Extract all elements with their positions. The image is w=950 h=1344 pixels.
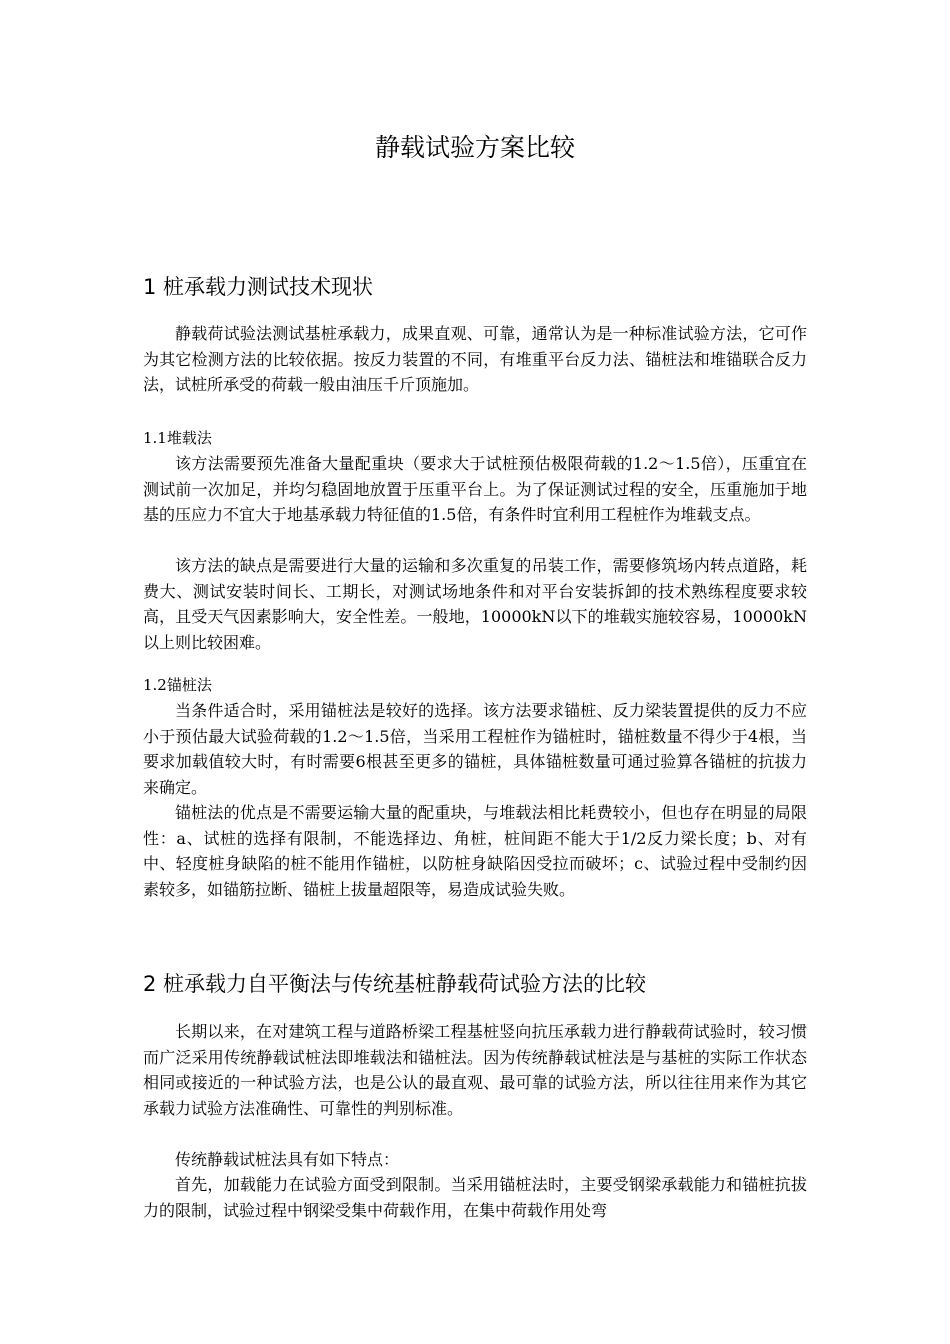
- subsection-1-1-heading: 1.1堆载法: [143, 429, 212, 447]
- subsection-1-1-paragraph-1: 该方法需要预先准备大量配重块（要求大于试桩预估极限荷载的1.2～1.5倍），压重宜在测试前一次加足，并均匀稳固地放置于压重平台上。为了保证测试过程的安全，压重施加于地基的压应力不宜大于地基承载力特征值的1.5倍，有条件时宜利用工程桩作为堆载支点。: [143, 454, 807, 525]
- section-1-heading: 1 桩承载力测试技术现状: [143, 275, 374, 299]
- section-2-paragraph-3: 首先，加载能力在试验方面受到限制。当采用锚桩法时，主要受钢梁承载能力和锚桩抗拔力的限制，试验过程中钢梁受集中荷载作用，在集中荷载作用处弯: [143, 1175, 807, 1220]
- section-2-paragraph-2: 传统静载试桩法具有如下特点：: [175, 1150, 400, 1169]
- section-1-paragraph-1: 静载荷试验法测试基桩承载力，成果直观、可靠，通常认为是一种标准试验方法，它可作为其它检测方法的比较依据。按反力装置的不同，有堆重平台反力法、锚桩法和堆锚联合反力法，试桩所承受的荷载一般由油压千斤顶施加。: [143, 324, 807, 395]
- subsection-1-2-paragraph-1: 当条件适合时，采用锚桩法是较好的选择。该方法要求锚桩、反力梁装置提供的反力不应小于预估最大试验荷载的1.2～1.5倍，当采用工程桩作为锚桩时，锚桩数量不得少于4根，当要求加载值较大时，有时需要6根甚至更多的锚桩，具体锚桩数量可通过验算各锚桩的抗拔力来确定。: [143, 701, 807, 797]
- subsection-1-1-paragraph-2: 该方法的缺点是需要进行大量的运输和多次重复的吊装工作，需要修筑场内转点道路，耗费大、测试安装时间长、工期长，对测试场地条件和对平台安装拆卸的技术熟练程度要求较高，且受天气因素影响大，安全性差。一般地，10000kN以下的堆载实施较容易，10000kN以上则比较困难。: [143, 556, 807, 652]
- section-2-heading: 2 桩承载力自平衡法与传统基桩静载荷试验方法的比较: [143, 972, 647, 996]
- subsection-1-2-paragraph-2: 锚桩法的优点是不需要运输大量的配重块，与堆载法相比耗费较小，但也存在明显的局限性：a、试桩的选择有限制，不能选择边、角桩，桩间距不能大于1/2反力梁长度；b、对有中、轻度桩身缺陷的桩不能用作锚桩，以防桩身缺陷因受拉而破坏；c、试验过程中受制约因素较多，如锚筋拉断、锚桩上拔量超限等，易造成试验失败。: [143, 803, 807, 899]
- section-2-paragraph-1: 长期以来，在对建筑工程与道路桥梁工程基桩竖向抗压承载力进行静载荷试验时，较习惯而广泛采用传统静载试桩法即堆载法和锚桩法。因为传统静载试桩法是与基桩的实际工作状态相同或接近的一种试验方法，也是公认的最直观、最可靠的试验方法，所以往往用来作为其它承载力试验方法准确性、可靠性的判别标准。: [143, 1022, 807, 1118]
- subsection-1-2-heading: 1.2锚桩法: [143, 676, 212, 694]
- document-title: 静载试验方案比较: [374, 133, 575, 162]
